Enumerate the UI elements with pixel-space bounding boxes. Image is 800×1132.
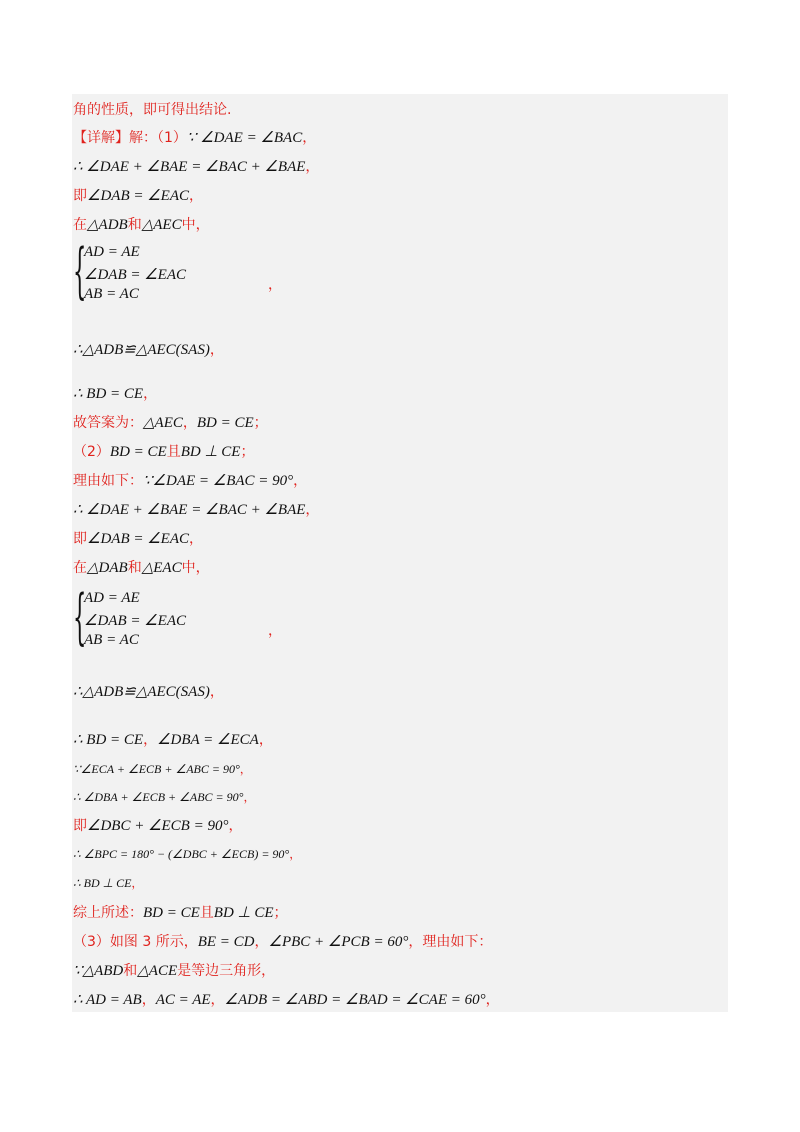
math-expression: ∴ BD = CE: [73, 386, 144, 402]
solution-line: [73, 187, 203, 205]
solution-line: [73, 991, 500, 1009]
math-expression: ∴△ADB≌△AEC(SAS): [73, 684, 210, 700]
math-expression: BD = CE: [196, 415, 254, 431]
math-expression: AC = AE: [155, 992, 211, 1008]
text-run: ，: [209, 342, 224, 358]
solution-line: [73, 501, 319, 519]
text-run: 且: [166, 444, 181, 460]
trailing-comma: ，: [268, 277, 282, 293]
equation-row: AB = AC: [84, 632, 139, 648]
math-expression: BE = CD: [197, 934, 255, 950]
equation-row: AD = AE: [84, 244, 140, 260]
equation-system: [73, 236, 282, 306]
math-expression: ∠ADB = ∠ABD = ∠BAD = ∠CAE = 60°: [224, 992, 486, 1008]
math-expression: △AEC: [141, 217, 182, 233]
solution-line: [73, 472, 307, 490]
text-run: ，: [189, 531, 204, 547]
text-run: ，: [302, 130, 317, 146]
math-expression: ∴ BD ⊥ CE: [73, 876, 132, 890]
math-expression: ∠DBC + ∠ECB = 90°: [87, 818, 229, 834]
equation-row: AB = AC: [84, 286, 139, 302]
text-run: ，: [143, 386, 158, 402]
math-expression: △ADB: [87, 217, 128, 233]
text-run: ，: [239, 762, 252, 776]
text-run: 且: [199, 905, 214, 921]
solution-line: [73, 933, 492, 951]
text-run: 理由如下：: [73, 473, 143, 489]
solution-line: [73, 101, 231, 119]
math-expression: ∵∠ECA + ∠ECB + ∠ABC = 90°: [73, 762, 240, 776]
solution-line: [73, 683, 224, 701]
text-run: ；: [273, 905, 288, 921]
brace-symbol: {: [73, 236, 87, 306]
text-run: 在: [73, 560, 87, 576]
text-run: 在: [73, 217, 87, 233]
solution-line: [73, 530, 203, 548]
text-run: （2）: [73, 444, 110, 460]
text-run: 即: [73, 531, 87, 547]
math-expression: △EAC: [141, 560, 182, 576]
solution-line: [73, 845, 301, 863]
equation-row: ∠DAB = ∠EAC: [84, 267, 187, 283]
math-expression: BD ⊥ CE: [213, 905, 274, 921]
math-expression: BD = CE: [109, 444, 167, 460]
math-expression: ∴ AD = AB: [73, 992, 142, 1008]
text-run: ，: [189, 188, 204, 204]
solution-line: [73, 760, 252, 778]
math-expression: △ACE: [137, 963, 178, 979]
math-expression: ∠PBC + ∠PCB = 60°: [268, 934, 409, 950]
math-expression: ∴ ∠DAE + ∠BAE = ∠BAC + ∠BAE: [73, 159, 306, 175]
math-expression: ∴ BD = CE: [73, 732, 144, 748]
math-expression: ∴ ∠DAE + ∠BAE = ∠BAC + ∠BAE: [73, 502, 306, 518]
text-run: 和: [127, 560, 142, 576]
text-run: ，: [254, 934, 269, 950]
text-run: 和: [123, 963, 138, 979]
text-run: ，: [182, 415, 197, 431]
math-expression: ∠DBA = ∠ECA: [157, 732, 259, 748]
solution-line: [73, 559, 210, 577]
text-run: 和: [127, 217, 142, 233]
text-run: ；: [253, 415, 268, 431]
text-run: ，: [131, 876, 144, 890]
text-run: ，: [228, 818, 243, 834]
math-expression: BD ⊥ CE: [180, 444, 241, 460]
text-run: ，: [143, 732, 158, 748]
math-expression: △AEC: [143, 415, 183, 431]
text-run: 角的性质，即可得出结论.: [73, 102, 232, 118]
text-run: ，: [485, 992, 500, 1008]
math-expression: ∠DAB = ∠EAC: [87, 188, 190, 204]
text-run: 中，: [181, 560, 210, 576]
text-run: ，: [305, 502, 320, 518]
text-run: ，: [305, 159, 320, 175]
solution-line: [73, 129, 316, 147]
math-expression: BD = CE: [143, 905, 200, 921]
text-run: 是等边三角形，: [177, 963, 276, 979]
text-run: 综上所述：: [73, 905, 143, 921]
equation-system: [73, 582, 282, 652]
solution-line: [73, 904, 288, 922]
math-expression: △DAB: [87, 560, 128, 576]
math-expression: ∵∠DAE = ∠BAC = 90°: [143, 473, 294, 489]
text-run: 中，: [181, 217, 210, 233]
text-run: 即: [73, 818, 87, 834]
text-run: ，理由如下：: [408, 934, 493, 950]
solution-line: [73, 962, 275, 980]
text-run: ；: [240, 444, 255, 460]
text-run: ，: [289, 847, 302, 861]
text-run: 【详解】解：（1）: [73, 130, 187, 146]
math-expression: ∵ ∠DAE = ∠BAC: [186, 130, 303, 146]
math-expression: ∴ ∠BPC = 180° − (∠DBC + ∠ECB) = 90°: [73, 847, 290, 861]
text-run: ，: [243, 790, 256, 804]
text-run: ，: [293, 473, 308, 489]
brace-symbol: {: [73, 582, 87, 652]
text-run: ，: [210, 992, 225, 1008]
math-expression: ∠DAB = ∠EAC: [87, 531, 190, 547]
text-run: 即: [73, 188, 87, 204]
solution-line: [73, 216, 210, 234]
trailing-comma: ，: [268, 623, 282, 639]
solution-line: [73, 414, 268, 432]
text-run: 故答案为：: [73, 415, 143, 431]
text-run: （3）如图 3 所示，: [73, 934, 198, 950]
text-run: ，: [258, 732, 273, 748]
solution-line: [73, 341, 224, 359]
text-run: ，: [141, 992, 156, 1008]
math-expression: ∴ ∠DBA + ∠ECB + ∠ABC = 90°: [73, 790, 244, 804]
solution-line: [73, 874, 143, 892]
solution-line: [73, 817, 242, 835]
solution-line: [73, 443, 254, 461]
solution-line: [73, 788, 255, 806]
text-run: ，: [209, 684, 224, 700]
equation-row: AD = AE: [84, 590, 140, 606]
equation-row: ∠DAB = ∠EAC: [84, 613, 187, 629]
solution-line: [73, 158, 319, 176]
math-expression: ∴△ADB≌△AEC(SAS): [73, 342, 210, 358]
math-expression: ∵△ABD: [73, 963, 124, 979]
solution-line: [73, 385, 157, 403]
solution-line: [73, 731, 273, 749]
